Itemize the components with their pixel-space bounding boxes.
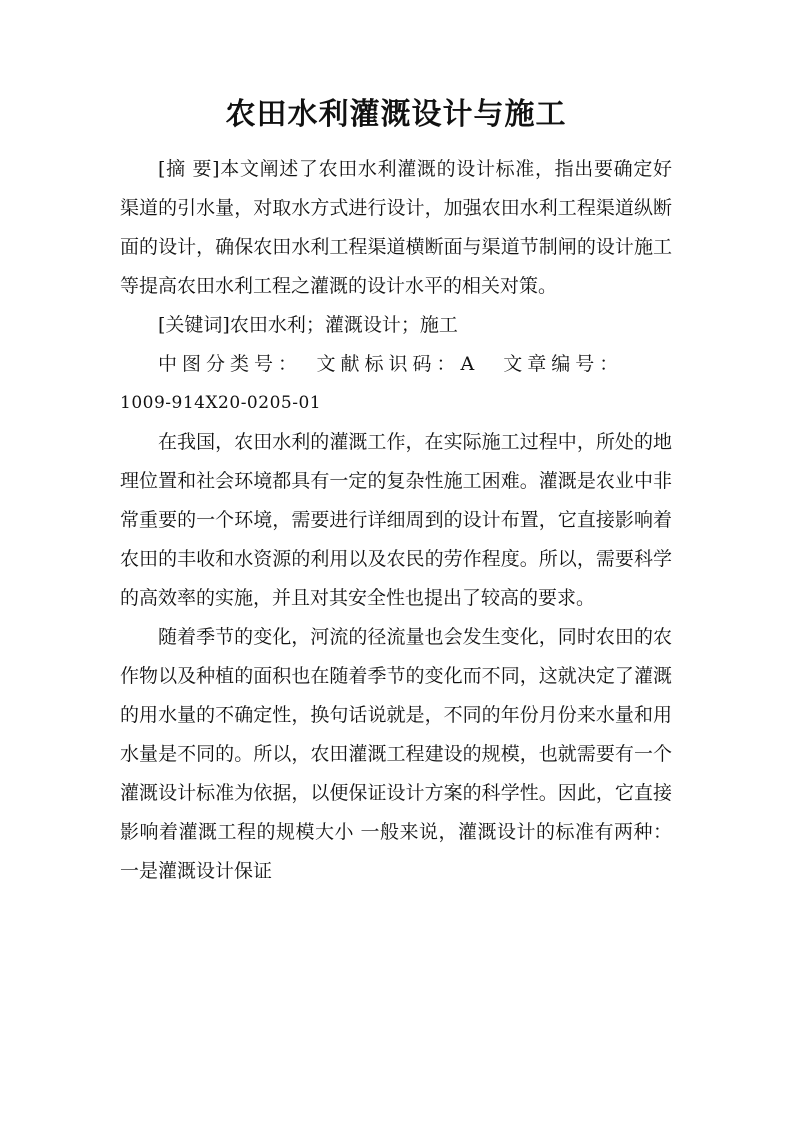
document-title: 农田水利灌溉设计与施工: [225, 97, 567, 132]
abstract-paragraph: [摘 要]本文阐述了农田水利灌溉的设计标准，指出要确定好渠道的引水量，对取水方式进行设计，加强农田水利工程渠道纵断面的设计，确保农田水利工程渠道横断面与渠道节制闸的设计施工等提高农田水利工程之灌溉的设计水平的相关对策。: [120, 158, 672, 297]
body-paragraph-2: 随着季节的变化，河流的径流量也会发生变化，同时农田的农作物以及种植的面积也在随着季节的变化而不同，这就决定了灌溉的用水量的不确定性，换句话说就是，不同的年份月份来水量和用水量是不同的。所以，农田灌溉工程建设的规模，也就需要有一个灌溉设计标准为依据，以便保证设计方案的科学性。因此，它直接影响着灌溉工程的规模大小 一般来说，灌溉设计的标准有两种： 一是灌溉设计保证: [120, 626, 672, 882]
body-paragraph-1: 在我国，农田水利的灌溉工作，在实际施工过程中，所处的地理位置和社会环境都具有一定的复杂性施工困难。灌溉是农业中非常重要的一个环境，需要进行详细周到的设计布置，它直接影响着农田的丰收和水资源的利用以及农民的劳作程度。所以，需要科学的高效率的实施，并且对其安全性也提出了较高的要求。: [120, 431, 672, 609]
document-page: [120, 92, 672, 891]
keywords-line: [关键词]农田水利；灌溉设计；施工: [158, 314, 458, 336]
classification-line: 中图分类号： 文献标识码：A 文章编号：: [158, 353, 624, 375]
article-number: 1009-914X20-0205-01: [120, 393, 322, 413]
